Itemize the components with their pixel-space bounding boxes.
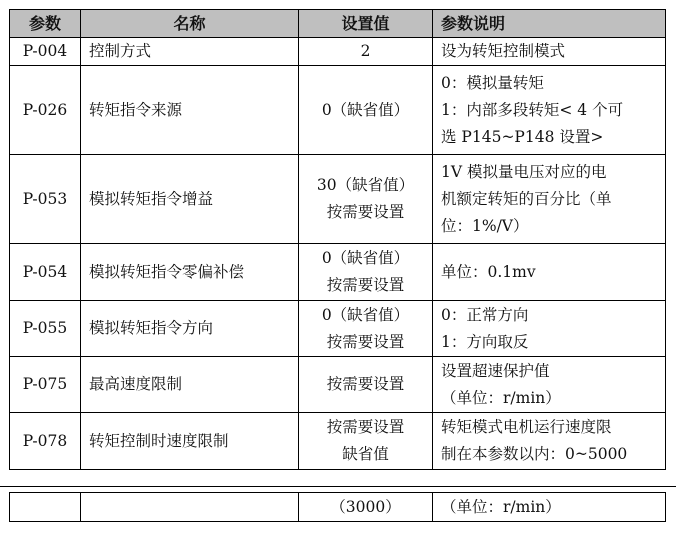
value-line: 按需要设置	[326, 418, 405, 436]
table-row	[10, 66, 666, 155]
param-desc	[433, 357, 666, 413]
param-code: P-078	[10, 413, 81, 470]
table-row	[10, 493, 666, 522]
value-line: 0（缺省值）	[321, 100, 410, 119]
desc-line: （单位：r/min）	[441, 388, 561, 407]
value-line: 按需要设置	[326, 203, 405, 221]
param-desc	[433, 38, 666, 66]
param-value	[299, 413, 433, 470]
param-name: 模拟转矩指令增益	[81, 155, 299, 244]
param-desc	[433, 413, 666, 470]
page-break-rule	[0, 486, 676, 487]
desc-line: 1V 模拟量电压对应的电	[441, 162, 607, 181]
desc-line: 转矩模式电机运行速度限	[441, 418, 612, 436]
value-line: 按需要设置	[326, 375, 405, 393]
param-desc	[433, 244, 666, 301]
table-row	[10, 244, 666, 301]
value-line: 按需要设置	[326, 276, 405, 294]
value-line: 0（缺省值）	[321, 305, 410, 324]
table-row	[10, 38, 666, 66]
param-desc	[433, 155, 666, 244]
param-value	[299, 301, 433, 357]
param-desc: （单位：r/min）	[433, 493, 666, 522]
param-value	[299, 66, 433, 155]
desc-line: 0：模拟量转矩	[441, 73, 544, 92]
param-value	[299, 38, 433, 66]
param-name: 最高速度限制	[81, 357, 299, 413]
desc-line: 制在本参数以内：0~5000	[441, 445, 628, 463]
header-desc: 参数说明	[433, 10, 666, 38]
desc-line: 设置超速保护值	[441, 361, 550, 380]
param-value	[299, 155, 433, 244]
param-name: 模拟转矩指令零偏补偿	[81, 244, 299, 301]
param-name	[81, 493, 299, 522]
param-code: P-026	[10, 66, 81, 155]
param-desc	[433, 301, 666, 357]
table-row	[10, 155, 666, 244]
param-value	[299, 357, 433, 413]
value-line: 30（缺省值）	[316, 176, 415, 194]
desc-line: 机额定转矩的百分比（单	[441, 189, 612, 208]
table-row	[10, 301, 666, 357]
param-name: 模拟转矩指令方向	[81, 301, 299, 357]
param-code: P-004	[10, 38, 81, 66]
header-code: 参数	[10, 10, 81, 38]
param-value: （3000）	[299, 493, 433, 522]
param-code	[10, 493, 81, 522]
desc-line: 1：内部多段转矩< 4 个可	[441, 100, 624, 119]
table-row	[10, 413, 666, 470]
value-line: 2	[360, 42, 371, 60]
header-row	[10, 10, 666, 38]
param-code: P-054	[10, 244, 81, 301]
param-value	[299, 244, 433, 301]
value-line: 按需要设置	[326, 332, 405, 351]
desc-line: 选 P145~P148 设置>	[441, 127, 604, 146]
value-line: 缺省值	[342, 445, 389, 463]
desc-line: 单位：0.1mv	[441, 262, 536, 281]
desc-line: 设为转矩控制模式	[441, 42, 566, 60]
desc-line: 0：正常方向	[441, 305, 529, 324]
param-code: P-055	[10, 301, 81, 357]
parameter-table	[9, 9, 666, 470]
param-desc	[433, 66, 666, 155]
continuation-table	[9, 492, 666, 522]
param-code: P-075	[10, 357, 81, 413]
value-line: 0（缺省值）	[321, 249, 410, 267]
header-name: 名称	[81, 10, 299, 38]
param-code: P-053	[10, 155, 81, 244]
table-row	[10, 357, 666, 413]
param-name: 转矩指令来源	[81, 66, 299, 155]
desc-line: 1：方向取反	[441, 332, 529, 351]
header-value: 设置值	[299, 10, 433, 38]
param-name: 控制方式	[81, 38, 299, 66]
param-name: 转矩控制时速度限制	[81, 413, 299, 470]
desc-line: 位：1%/V）	[441, 216, 529, 235]
